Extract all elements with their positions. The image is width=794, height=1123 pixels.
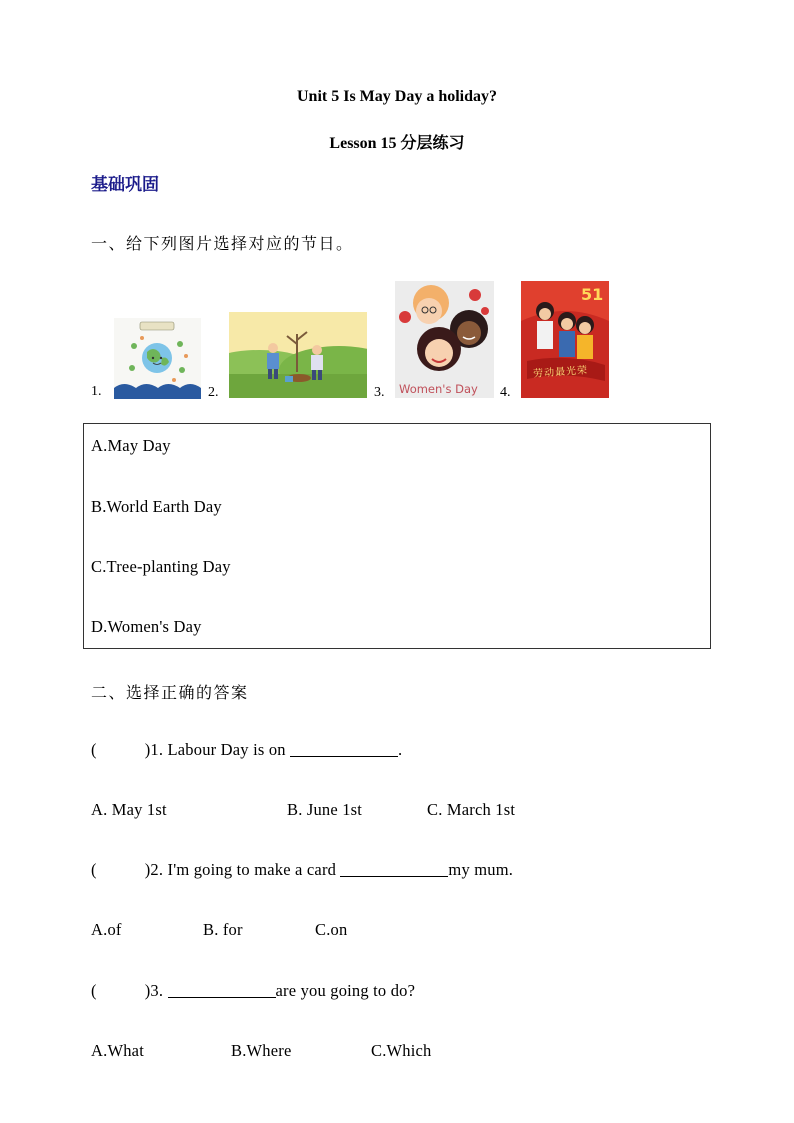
- answer-paren-open: (: [91, 860, 97, 879]
- labour-day-illustration: [521, 281, 609, 398]
- section-heading-basic: 基础巩固: [91, 175, 159, 194]
- question-3-blank[interactable]: [168, 996, 276, 998]
- labour-day-badge: 51: [581, 285, 604, 304]
- question-2-text: )2. I'm going to make a card: [144, 860, 341, 879]
- option-d: D.Women's Day: [91, 617, 202, 636]
- question-2-suffix: my mum.: [448, 860, 514, 879]
- question-1-choice-a: A. May 1st: [91, 800, 167, 819]
- question-3: [91, 981, 415, 1001]
- answer-paren-open: (: [91, 981, 97, 1000]
- question-2-choice-a: A.of: [91, 920, 122, 939]
- picture-number-3: 3.: [374, 385, 385, 400]
- womens-day-illustration: [395, 281, 494, 398]
- question-1-blank[interactable]: [290, 755, 398, 757]
- lesson-title: Lesson 15 分层练习: [329, 135, 465, 152]
- question-3-text: )3.: [144, 981, 168, 1000]
- question-3-choice-b: B.Where: [231, 1041, 292, 1060]
- option-b: B.World Earth Day: [91, 497, 222, 516]
- picture-number-4: 4.: [500, 385, 511, 400]
- question-3-choice-a: A.What: [91, 1041, 144, 1060]
- question-2-choice-c: C.on: [315, 920, 348, 939]
- question-3-suffix: are you going to do?: [275, 981, 416, 1000]
- option-c: C.Tree-planting Day: [91, 557, 231, 576]
- question-2-blank[interactable]: [340, 875, 448, 877]
- womens-day-caption: Women's Day: [399, 382, 478, 396]
- question-1-choice-c: C. March 1st: [427, 800, 516, 819]
- question-2: [91, 860, 513, 880]
- earth-day-illustration: [114, 318, 201, 399]
- question-2-choice-b: B. for: [203, 920, 243, 939]
- question-1-text: )1. Labour Day is on: [144, 740, 291, 759]
- picture-number-2: 2.: [208, 385, 219, 400]
- question-1-suffix: .: [398, 740, 403, 759]
- part1-instruction: 一、给下列图片选择对应的节日。: [91, 234, 354, 253]
- page-title: Unit 5 Is May Day a holiday?: [296, 88, 498, 105]
- question-3-choice-c: C.Which: [371, 1041, 432, 1060]
- picture-number-1: 1.: [91, 384, 102, 399]
- answer-paren-open: (: [91, 740, 97, 759]
- option-a: A.May Day: [91, 436, 171, 455]
- question-1: [91, 740, 402, 760]
- labour-day-banner-text: 劳动最光荣: [532, 365, 589, 380]
- part2-instruction: 二、选择正确的答案: [91, 683, 249, 702]
- tree-planting-illustration: [229, 312, 367, 398]
- question-1-choice-b: B. June 1st: [287, 800, 363, 819]
- options-box: [83, 423, 711, 649]
